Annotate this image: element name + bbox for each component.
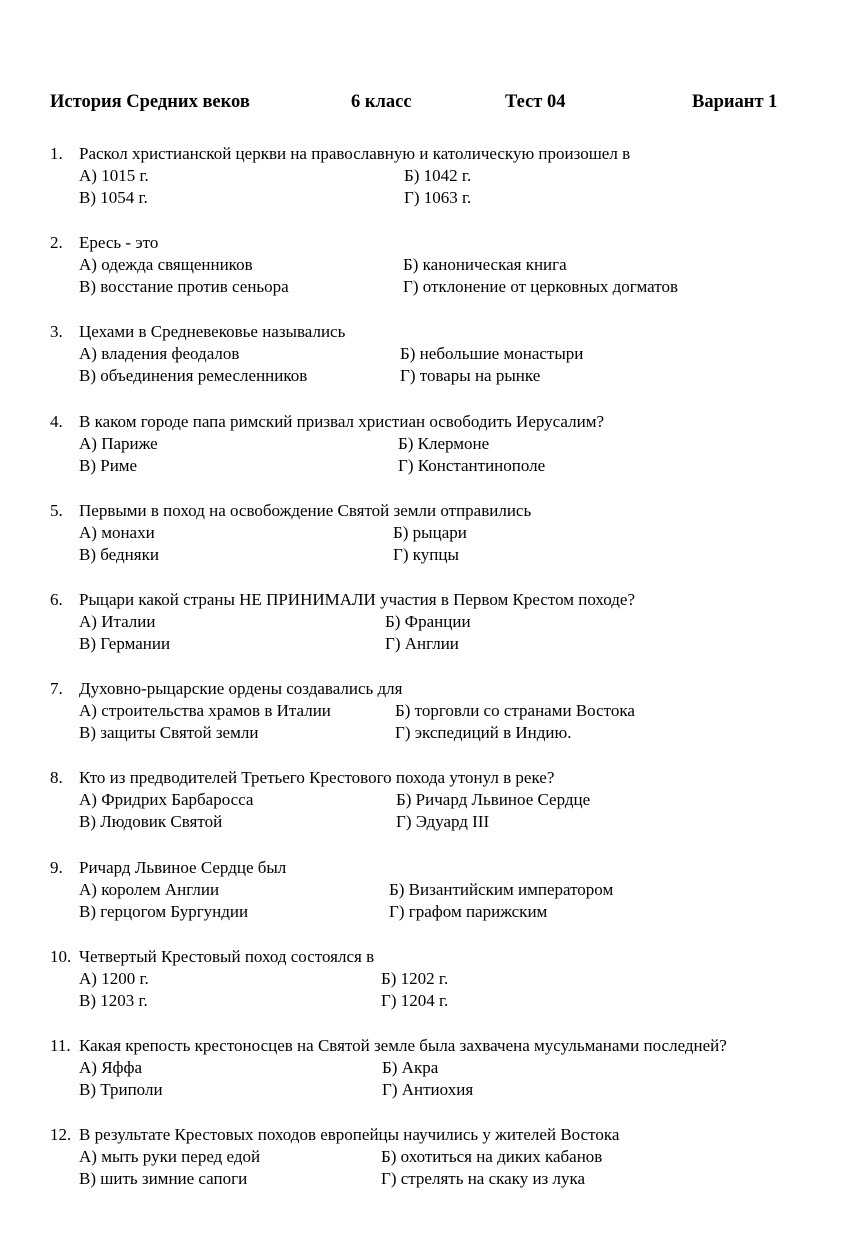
answer-option-b: Б) рыцари xyxy=(393,522,467,542)
question-4 xyxy=(0,411,864,500)
question-9 xyxy=(0,857,864,946)
question-text: Кто из предводителей Третьего Крестового похода утонул в реке? xyxy=(79,768,555,788)
answer-option-b: Б) Франции xyxy=(385,611,471,631)
answer-option-b: Б) 1042 г. xyxy=(404,166,472,185)
answer-option-c: В) бедняки xyxy=(79,544,159,564)
answer-option-d: Г) отклонение от церковных догматов xyxy=(403,277,678,297)
question-number: 7. xyxy=(50,679,63,699)
subject-title: История Средних веков xyxy=(50,92,250,112)
answer-option-d: Г) экспедиций в Индию. xyxy=(395,723,572,743)
answer-option-d: Г) Англии xyxy=(385,633,459,653)
answer-option-c: В) шить зимние сапоги xyxy=(79,1169,248,1189)
test-header xyxy=(0,92,864,118)
answer-option-c: В) 1054 г. xyxy=(79,188,148,207)
answer-option-b: Б) охотиться на диких кабанов xyxy=(381,1147,603,1167)
answer-option-a: А) 1200 г. xyxy=(79,968,149,988)
test-number: Тест 04 xyxy=(505,92,566,112)
answer-option-a: А) Италии xyxy=(79,611,156,631)
answer-option-a: А) Париже xyxy=(79,433,158,453)
answer-option-b: Б) Ричард Львиное Сердце xyxy=(396,790,591,810)
answer-option-d: Г) 1204 г. xyxy=(381,990,449,1010)
question-number: 10. xyxy=(50,946,72,966)
question-2 xyxy=(0,232,864,321)
answer-option-b: Б) Акра xyxy=(382,1057,439,1077)
question-8 xyxy=(0,767,864,856)
answer-option-c: В) Людовик Святой xyxy=(79,812,223,832)
question-text: Ересь - это xyxy=(79,233,159,253)
question-text: Рыцари какой страны НЕ ПРИНИМАЛИ участия в Первом Крестом походе? xyxy=(79,589,636,609)
question-text: Ричард Львиное Сердце был xyxy=(79,857,287,877)
question-text: Какая крепость крестоносцев на Святой земле была захвачена мусульманами последней? xyxy=(79,1035,727,1055)
answer-option-d: Г) Антиохия xyxy=(382,1079,474,1099)
answer-option-a: А) королем Англии xyxy=(79,879,220,899)
answer-option-b: Б) 1202 г. xyxy=(381,968,449,988)
question-6 xyxy=(0,589,864,678)
answer-option-c: В) защиты Святой земли xyxy=(79,723,259,743)
question-list xyxy=(0,143,864,1213)
answer-option-a: А) монахи xyxy=(79,522,155,542)
answer-option-d: Г) товары на рынке xyxy=(400,366,541,386)
question-number: 6. xyxy=(50,589,63,609)
answer-option-b: Б) небольшие монастыри xyxy=(400,344,584,364)
question-number: 2. xyxy=(50,233,63,253)
answer-option-c: В) 1203 г. xyxy=(79,990,148,1010)
question-text: Раскол христианской церкви на православную и католическую произошел в xyxy=(79,144,631,163)
question-number: 3. xyxy=(50,322,63,342)
variant-label: Вариант 1 xyxy=(692,92,778,112)
question-text: Четвертый Крестовый поход состоялся в xyxy=(79,946,375,966)
question-text: В результате Крестовых походов европейцы научились у жителей Востока xyxy=(79,1125,620,1145)
answer-option-b: Б) Клермоне xyxy=(398,433,490,453)
answer-option-c: В) Риме xyxy=(79,455,138,475)
question-1 xyxy=(0,143,864,232)
answer-option-d: Г) Константинополе xyxy=(398,455,546,475)
answer-option-c: В) Германии xyxy=(79,633,171,653)
answer-option-d: Г) Эдуард III xyxy=(396,812,490,832)
answer-option-d: Г) купцы xyxy=(393,544,459,564)
answer-option-d: Г) графом парижским xyxy=(389,901,548,921)
question-number: 4. xyxy=(50,411,63,431)
answer-option-a: А) 1015 г. xyxy=(79,166,149,185)
answer-option-b: Б) торговли со странами Востока xyxy=(395,701,635,721)
question-number: 8. xyxy=(50,768,63,788)
question-3 xyxy=(0,321,864,410)
question-number: 11. xyxy=(50,1035,71,1055)
question-10 xyxy=(0,946,864,1035)
answer-option-d: Г) 1063 г. xyxy=(404,188,472,207)
answer-option-c: В) герцогом Бургундии xyxy=(79,901,249,921)
question-text: Духовно-рыцарские ордены создавались для xyxy=(79,679,403,699)
answer-option-a: А) строительства храмов в Италии xyxy=(79,701,331,721)
question-number: 12. xyxy=(50,1125,72,1145)
question-number: 5. xyxy=(50,500,63,520)
question-12 xyxy=(0,1124,864,1213)
answer-option-a: А) владения феодалов xyxy=(79,344,240,364)
question-11 xyxy=(0,1035,864,1124)
question-5 xyxy=(0,500,864,589)
question-number: 9. xyxy=(50,857,63,877)
answer-option-d: Г) стрелять на скаку из лука xyxy=(381,1169,586,1189)
answer-option-c: В) объединения ремесленников xyxy=(79,366,308,386)
question-text: Первыми в поход на освобождение Святой земли отправились xyxy=(79,500,532,520)
question-number: 1. xyxy=(50,144,63,163)
answer-option-b: Б) каноническая книга xyxy=(403,255,567,275)
answer-option-c: В) Триполи xyxy=(79,1079,163,1099)
question-text: В каком городе папа римский призвал христиан освободить Иерусалим? xyxy=(79,411,604,431)
answer-option-a: А) мыть руки перед едой xyxy=(79,1147,261,1167)
answer-option-c: В) восстание против сеньора xyxy=(79,277,289,297)
answer-option-a: А) одежда священников xyxy=(79,255,253,275)
answer-option-b: Б) Византийским императором xyxy=(389,879,614,899)
question-7 xyxy=(0,678,864,767)
answer-option-a: А) Яффа xyxy=(79,1057,143,1077)
question-text: Цехами в Средневековье назывались xyxy=(79,322,346,342)
answer-option-a: А) Фридрих Барбаросса xyxy=(79,790,254,810)
grade-label: 6 класс xyxy=(351,92,412,112)
